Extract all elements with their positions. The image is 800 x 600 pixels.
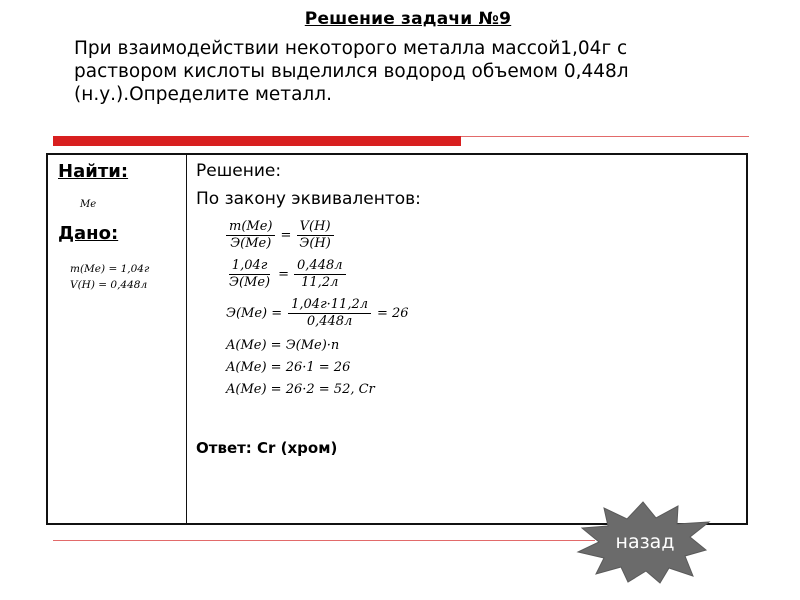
- equals-sign: =: [280, 228, 292, 243]
- fraction: [296, 219, 333, 252]
- fraction-denominator: 0,448л: [306, 314, 353, 329]
- fraction-numerator: V(H): [297, 219, 334, 236]
- fraction: [226, 219, 275, 252]
- problem-line: (н.у.).Определите металл.: [74, 84, 332, 105]
- fraction-denominator: Э(Me): [230, 236, 272, 251]
- given-list: [70, 261, 149, 293]
- fraction-numerator: 1,04г·11,2л: [288, 297, 371, 314]
- fraction-denominator: Э(H): [299, 236, 331, 251]
- given-item: V(H) = 0,448л: [70, 279, 148, 291]
- fraction: [294, 258, 346, 291]
- fraction-numerator: m(Me): [226, 219, 275, 236]
- formula-equivalent-mass: [226, 297, 409, 330]
- back-button-label: назад: [615, 531, 675, 553]
- decorative-thin-line: [461, 136, 749, 137]
- fraction: [226, 258, 273, 291]
- given-item: m(Me) = 1,04г: [70, 263, 150, 275]
- answer-text: Ответ: Cr (хром): [196, 439, 338, 457]
- problem-line: При взаимодействии некоторого металла массой1,04г с: [74, 38, 628, 59]
- fraction-numerator: 1,04г: [229, 258, 271, 275]
- fraction-denominator: 11,2л: [301, 275, 339, 290]
- formula-valence-2: A(Me) = 26·2 = 52, Cr: [226, 382, 375, 397]
- back-button[interactable]: [574, 500, 712, 584]
- column-divider: [186, 155, 187, 523]
- equivalent-law-label: По закону эквивалентов:: [196, 189, 421, 209]
- formula-substitution: [226, 258, 409, 291]
- problem-line: раствором кислоты выделился водород объемом 0,448л: [74, 61, 629, 82]
- formula-equivalents: [226, 219, 409, 252]
- fraction: [288, 297, 371, 330]
- problem-statement: [74, 37, 764, 106]
- fraction-denominator: Э(Me): [229, 275, 271, 290]
- equals-sign: =: [278, 267, 290, 282]
- formula-rhs: = 26: [377, 306, 409, 321]
- given-heading: Дано:: [58, 223, 119, 244]
- solution-heading: Решение:: [196, 161, 282, 181]
- solution-table: [46, 153, 748, 525]
- decorative-thin-line-bottom: [53, 540, 595, 541]
- formula-block: [226, 219, 409, 400]
- formula-lhs: Э(Me) =: [226, 306, 283, 321]
- find-item: Me: [80, 199, 97, 210]
- formula-valence-1: A(Me) = 26·1 = 26: [226, 360, 351, 375]
- find-heading: Найти:: [58, 161, 129, 182]
- slide-title: Решение задачи №9: [304, 9, 512, 29]
- fraction-numerator: 0,448л: [294, 258, 346, 275]
- decorative-red-bar: [53, 136, 461, 146]
- formula-atomic-mass: A(Me) = Э(Me)·n: [226, 338, 340, 353]
